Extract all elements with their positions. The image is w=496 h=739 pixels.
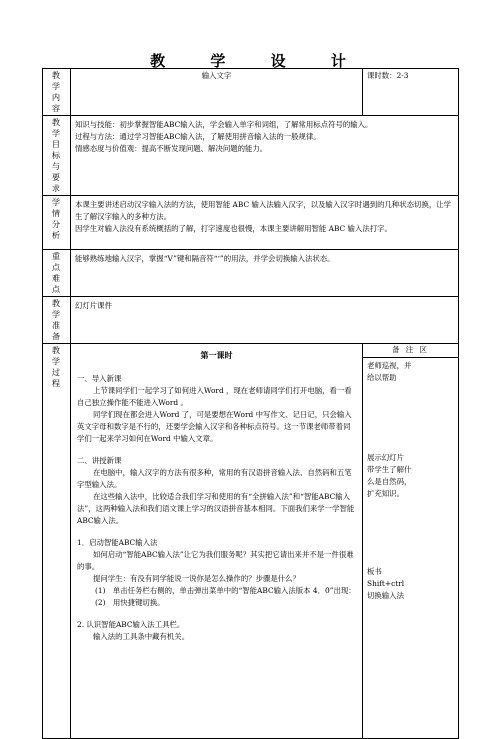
row-goals [43, 116, 459, 196]
page-title: 教 学 设 计 [150, 52, 366, 70]
lesson-plan-table [42, 68, 459, 739]
goal-line: 情感态度与价值观：提高不断发现问题、解决问题的能力。 [75, 144, 268, 153]
paragraph: 在电脑中，输入汉字的方法有很多种，常用的有汉语拼音输入法、自然码和五笔字型输入法。 [77, 468, 352, 489]
step-item: (1) 单击任务栏右侧的，单击弹出菜单中的“智能ABC输入法版本 4．0”出现： [95, 586, 356, 595]
label-prep: 教 学 准 备 [51, 298, 62, 341]
step-item: (2) 用快捷键切换。 [95, 598, 165, 607]
analysis-line: 因学生对输入法没有系统概括的了解，打字速度也很慢，本课主要讲解用智能 ABC 输入法打字。 [75, 224, 392, 233]
hours-text: 课时数：2-3 [367, 71, 409, 80]
row-content [43, 69, 459, 116]
row-analysis [43, 196, 459, 250]
paragraph: 同学们现在都会进入Word 了，可是要想在Word 中写作文、记日记，只会输入英文字母和数字是不行的，还要学会输入汉字和各种标点符号。这一节课老师带着同学们一起来学习如何在Word 中输入文章。 [77, 410, 352, 443]
note-2: 展示幻灯片 带学生了解什 么是自然码， 扩充知识。 [367, 453, 412, 498]
topic-text: 输入文字 [201, 71, 232, 80]
paragraph: 上节课同学们一起学习了如何进入Word ，现在老师请同学们打开电脑，看一看自己独立操作能不能进入Word 。 [77, 386, 352, 407]
paragraph: 在这些输入法中，比较适合我们学习和使用的有“全拼输入法”和“智能ABC输入法”，这两种输入法和我们语文课上学习的汉语拼音基本相同。下面我们来学一学智能ABC输入法。 [77, 492, 355, 525]
note-1: 老师巡视，并 给以帮助 [367, 361, 412, 382]
notes-header: 备 注 区 [363, 344, 458, 359]
paragraph: 提问学生：有没有同学能说一说你是怎么操作的？步骤是什么？ [93, 574, 300, 583]
goal-line: 知识与技能：初步掌握智能ABC输入法，学会输入单字和词组，了解常用标点符号的输入。 [75, 120, 373, 129]
label-process: 教 学 过 程 [51, 345, 62, 388]
row-focus [43, 250, 459, 297]
item-title: 2. 认识智能ABC输入法工具栏。 [77, 620, 185, 629]
analysis-line: 本课主要讲述启动汉字输入法的方法，使用智能 ABC 输入法输入汉字，以及输入汉字时遇到的几种状态切换，让学生了解汉字输入的多种方法。 [75, 200, 452, 221]
label-analysis: 学 情 分 析 [51, 197, 62, 240]
section-title: 二、讲授新课 [77, 456, 122, 465]
paragraph: 输入法的工具条中藏有机关。 [93, 632, 190, 641]
prep-text: 幻灯片课件 [75, 301, 112, 310]
row-prep [43, 297, 459, 344]
section-title: 一、导入新课 [77, 374, 122, 383]
item-title: 1．启动智能ABC输入法 [77, 538, 158, 547]
session-title: 第一课时 [200, 350, 233, 360]
note-3: 板书 Shift+ctrl 切换输入法 [367, 567, 405, 600]
label-content: 教 学 内 容 [51, 70, 62, 113]
goal-line: 过程与方法：通过学习智能ABC输入法，了解使用拼音输入法的一般规律。 [75, 132, 321, 141]
label-focus: 重 点 难 点 [51, 251, 62, 294]
focus-text: 能够熟练地输入汉字，掌握“V”键和隔音符“‘”的用法，并学会切换输入法状态。 [75, 254, 335, 263]
paragraph: 如何启动“智能ABC输入法”让它为我们服务呢？其实把它请出来并不是一件很难的事。 [77, 550, 354, 571]
row-process [43, 344, 459, 739]
label-goals: 教 学 目 标 与 要 求 [51, 117, 62, 193]
